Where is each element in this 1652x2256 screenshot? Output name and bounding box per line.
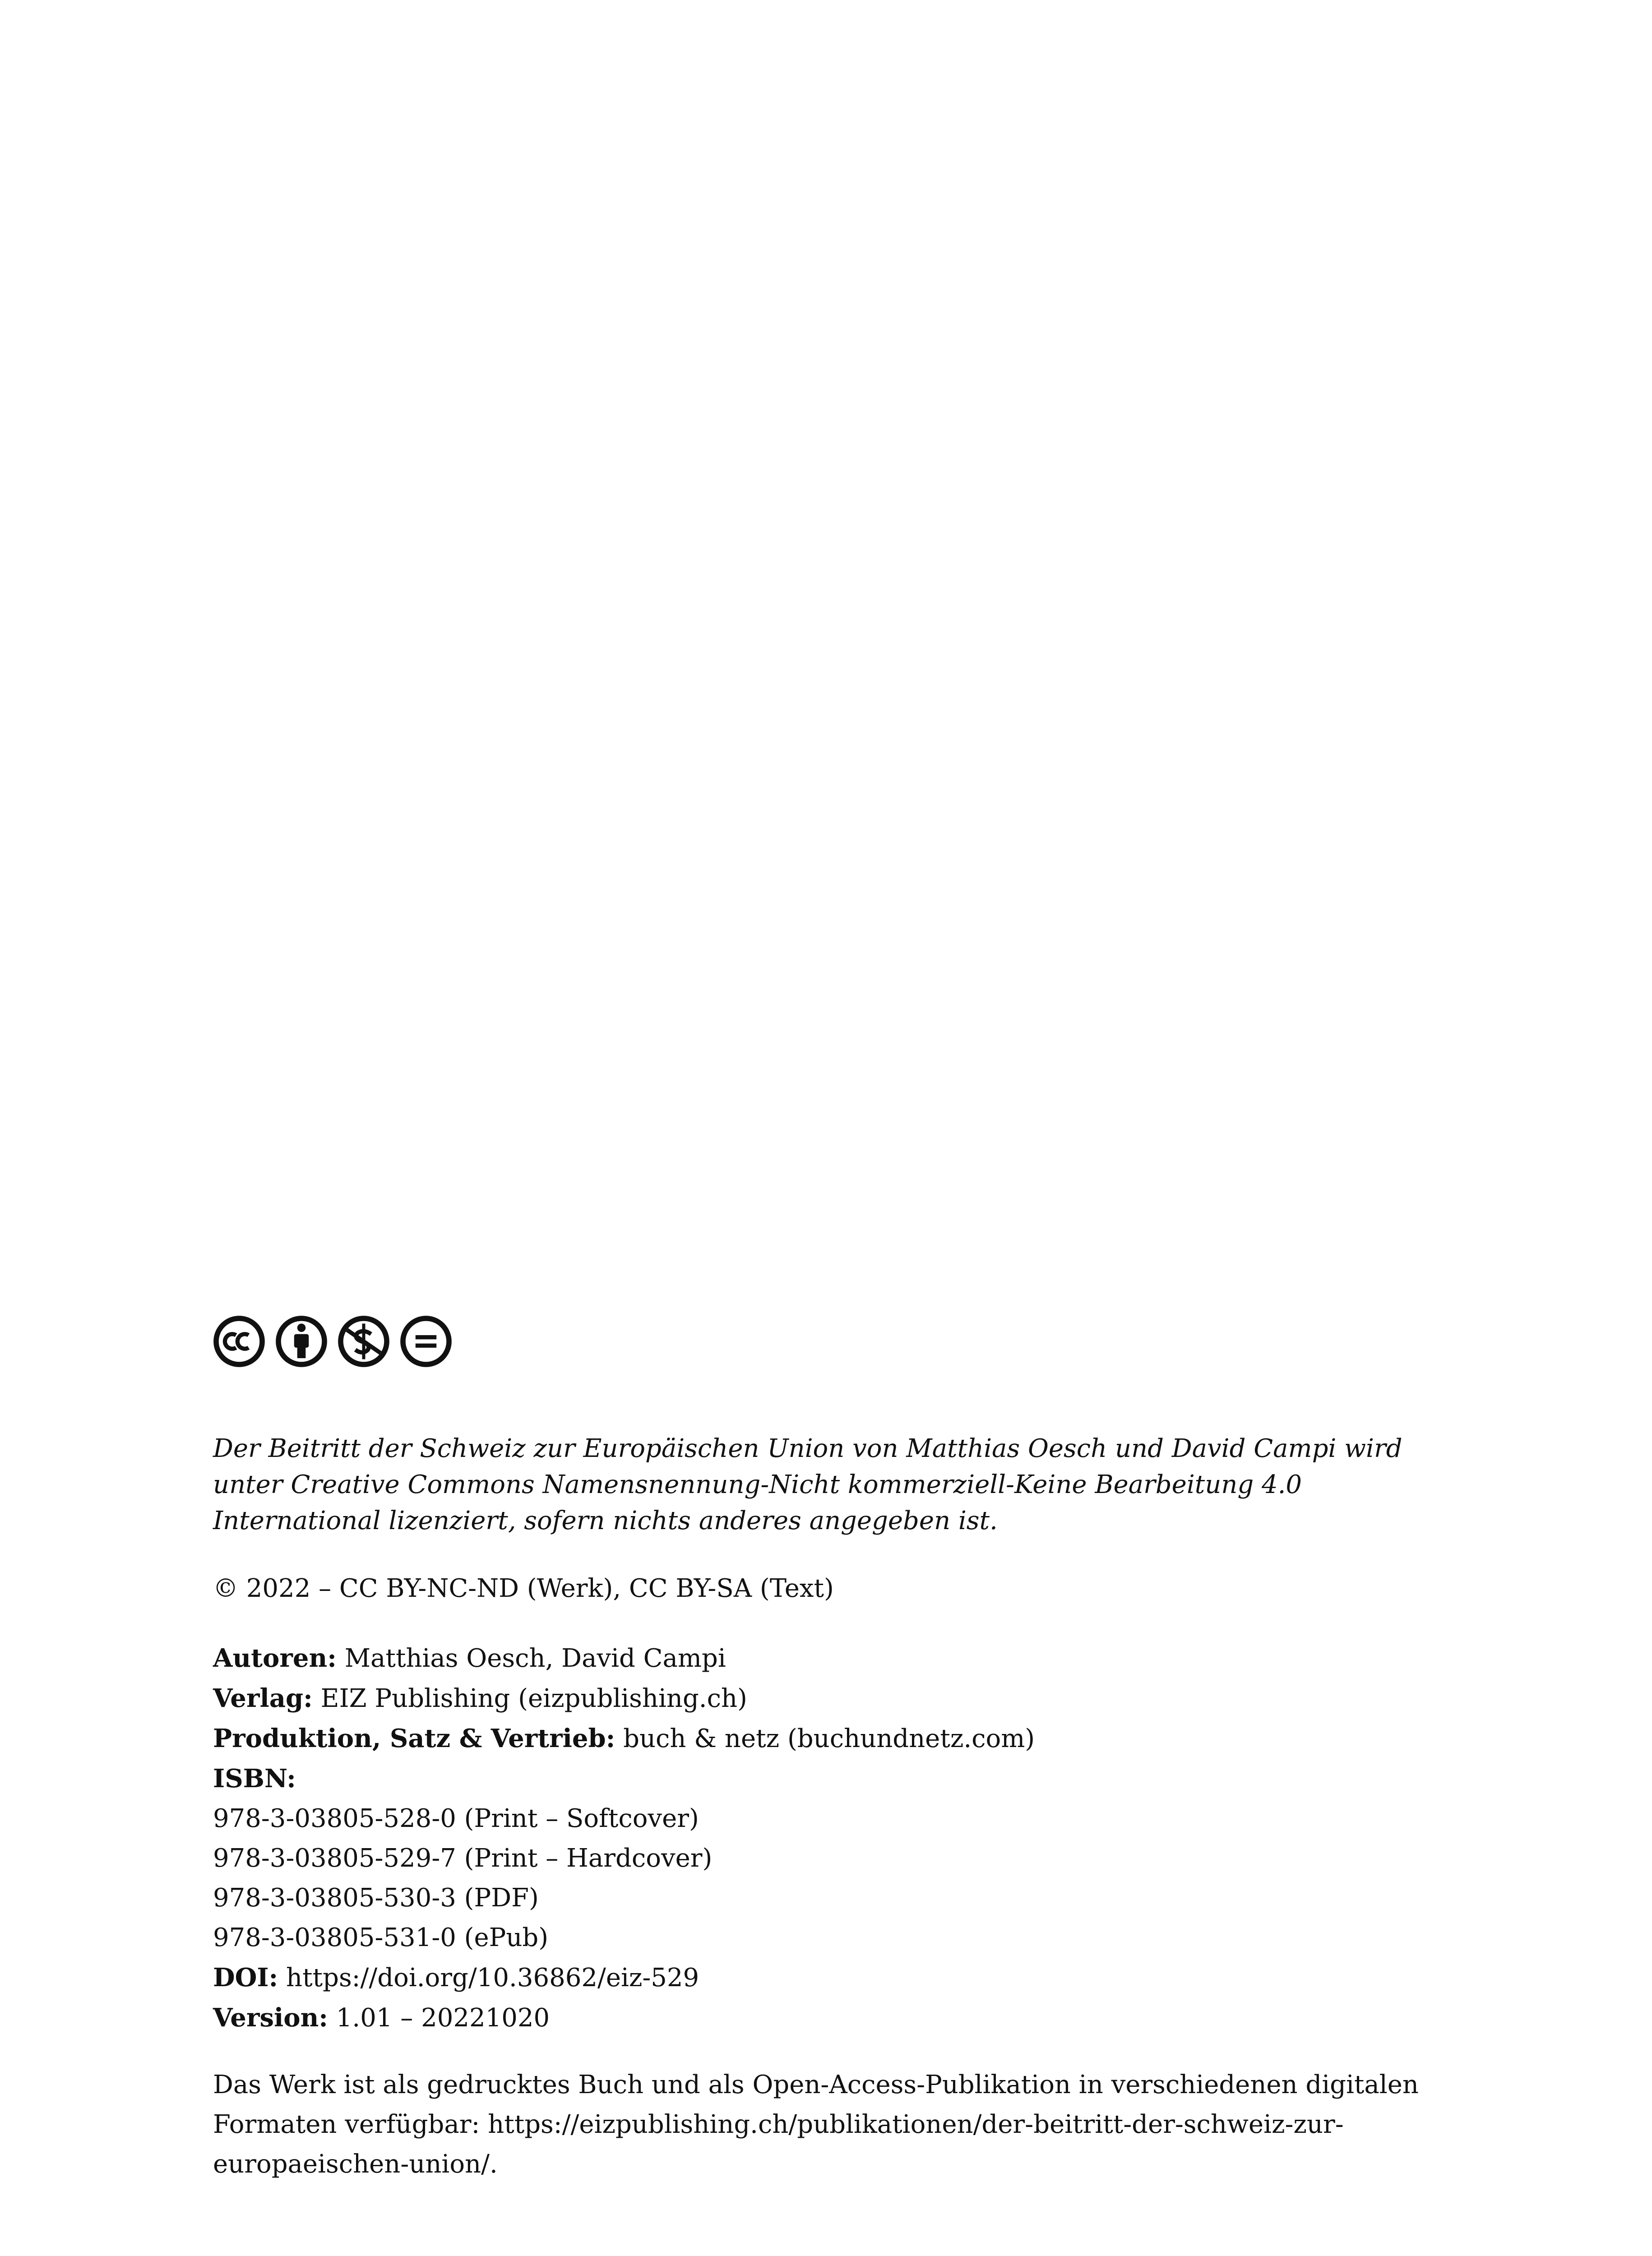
nd-icon [400, 1315, 452, 1368]
version-row [213, 1998, 1458, 2038]
production-label: Produktion, Satz & Vertrieb: [213, 1724, 615, 1753]
version-label: Version: [213, 2003, 328, 2033]
license-statement: Der Beitritt der Schweiz zur Europäischen Union von Matthias Oesch und David Campi wird unter Creative Commons Namensnennung-Nicht kommerziell-Keine Bearbeitung 4.0 International lizenziert, sofern nichts anderes angegeben ist. [213, 1434, 1402, 1535]
version-value: 1.01 – 20221020 [328, 2003, 550, 2033]
isbn-item: 978-3-03805-531-0 (ePub) [213, 1923, 549, 1952]
publisher-row [213, 1678, 1458, 1719]
doi-label: DOI: [213, 1963, 278, 1992]
copyright-line: © 2022 – CC BY-NC-ND (Werk), CC BY-SA (Text) [213, 1574, 834, 1603]
isbn-item: 978-3-03805-530-3 (PDF) [213, 1883, 539, 1913]
isbn-item: 978-3-03805-529-7 (Print – Hardcover) [213, 1844, 713, 1873]
availability-note: Das Werk ist als gedrucktes Buch und als Open-Access-Publikation in verschiedenen digitalen Formaten verfügbar: https://eizpublishing.ch/publikationen/der-beitritt-der-schweiz-zur-europaeischen-union/. [213, 2070, 1419, 2179]
publisher-label: Verlag: [213, 1683, 313, 1713]
by-icon [275, 1315, 328, 1368]
isbn-item: 978-3-03805-528-0 (Print – Softcover) [213, 1804, 699, 1833]
license-icons [213, 1315, 1458, 1368]
production-row [213, 1719, 1458, 1759]
isbn-label-row [213, 1759, 1458, 1799]
imprint-block [213, 1315, 1458, 2184]
authors-value: Matthias Oesch, David Campi [336, 1644, 726, 1673]
doi-value: https://doi.org/10.36862/eiz-529 [278, 1963, 699, 1992]
cc-icon [213, 1315, 265, 1368]
publication-metadata [213, 1638, 1458, 2038]
production-value: buch & netz (buchundnetz.com) [615, 1724, 1035, 1753]
nc-icon [338, 1315, 390, 1368]
doi-row [213, 1958, 1458, 1998]
authors-row [213, 1638, 1458, 1678]
publisher-value: EIZ Publishing (eizpublishing.ch) [312, 1684, 747, 1713]
isbn-label: ISBN: [213, 1764, 296, 1794]
authors-label: Autoren: [213, 1643, 337, 1673]
